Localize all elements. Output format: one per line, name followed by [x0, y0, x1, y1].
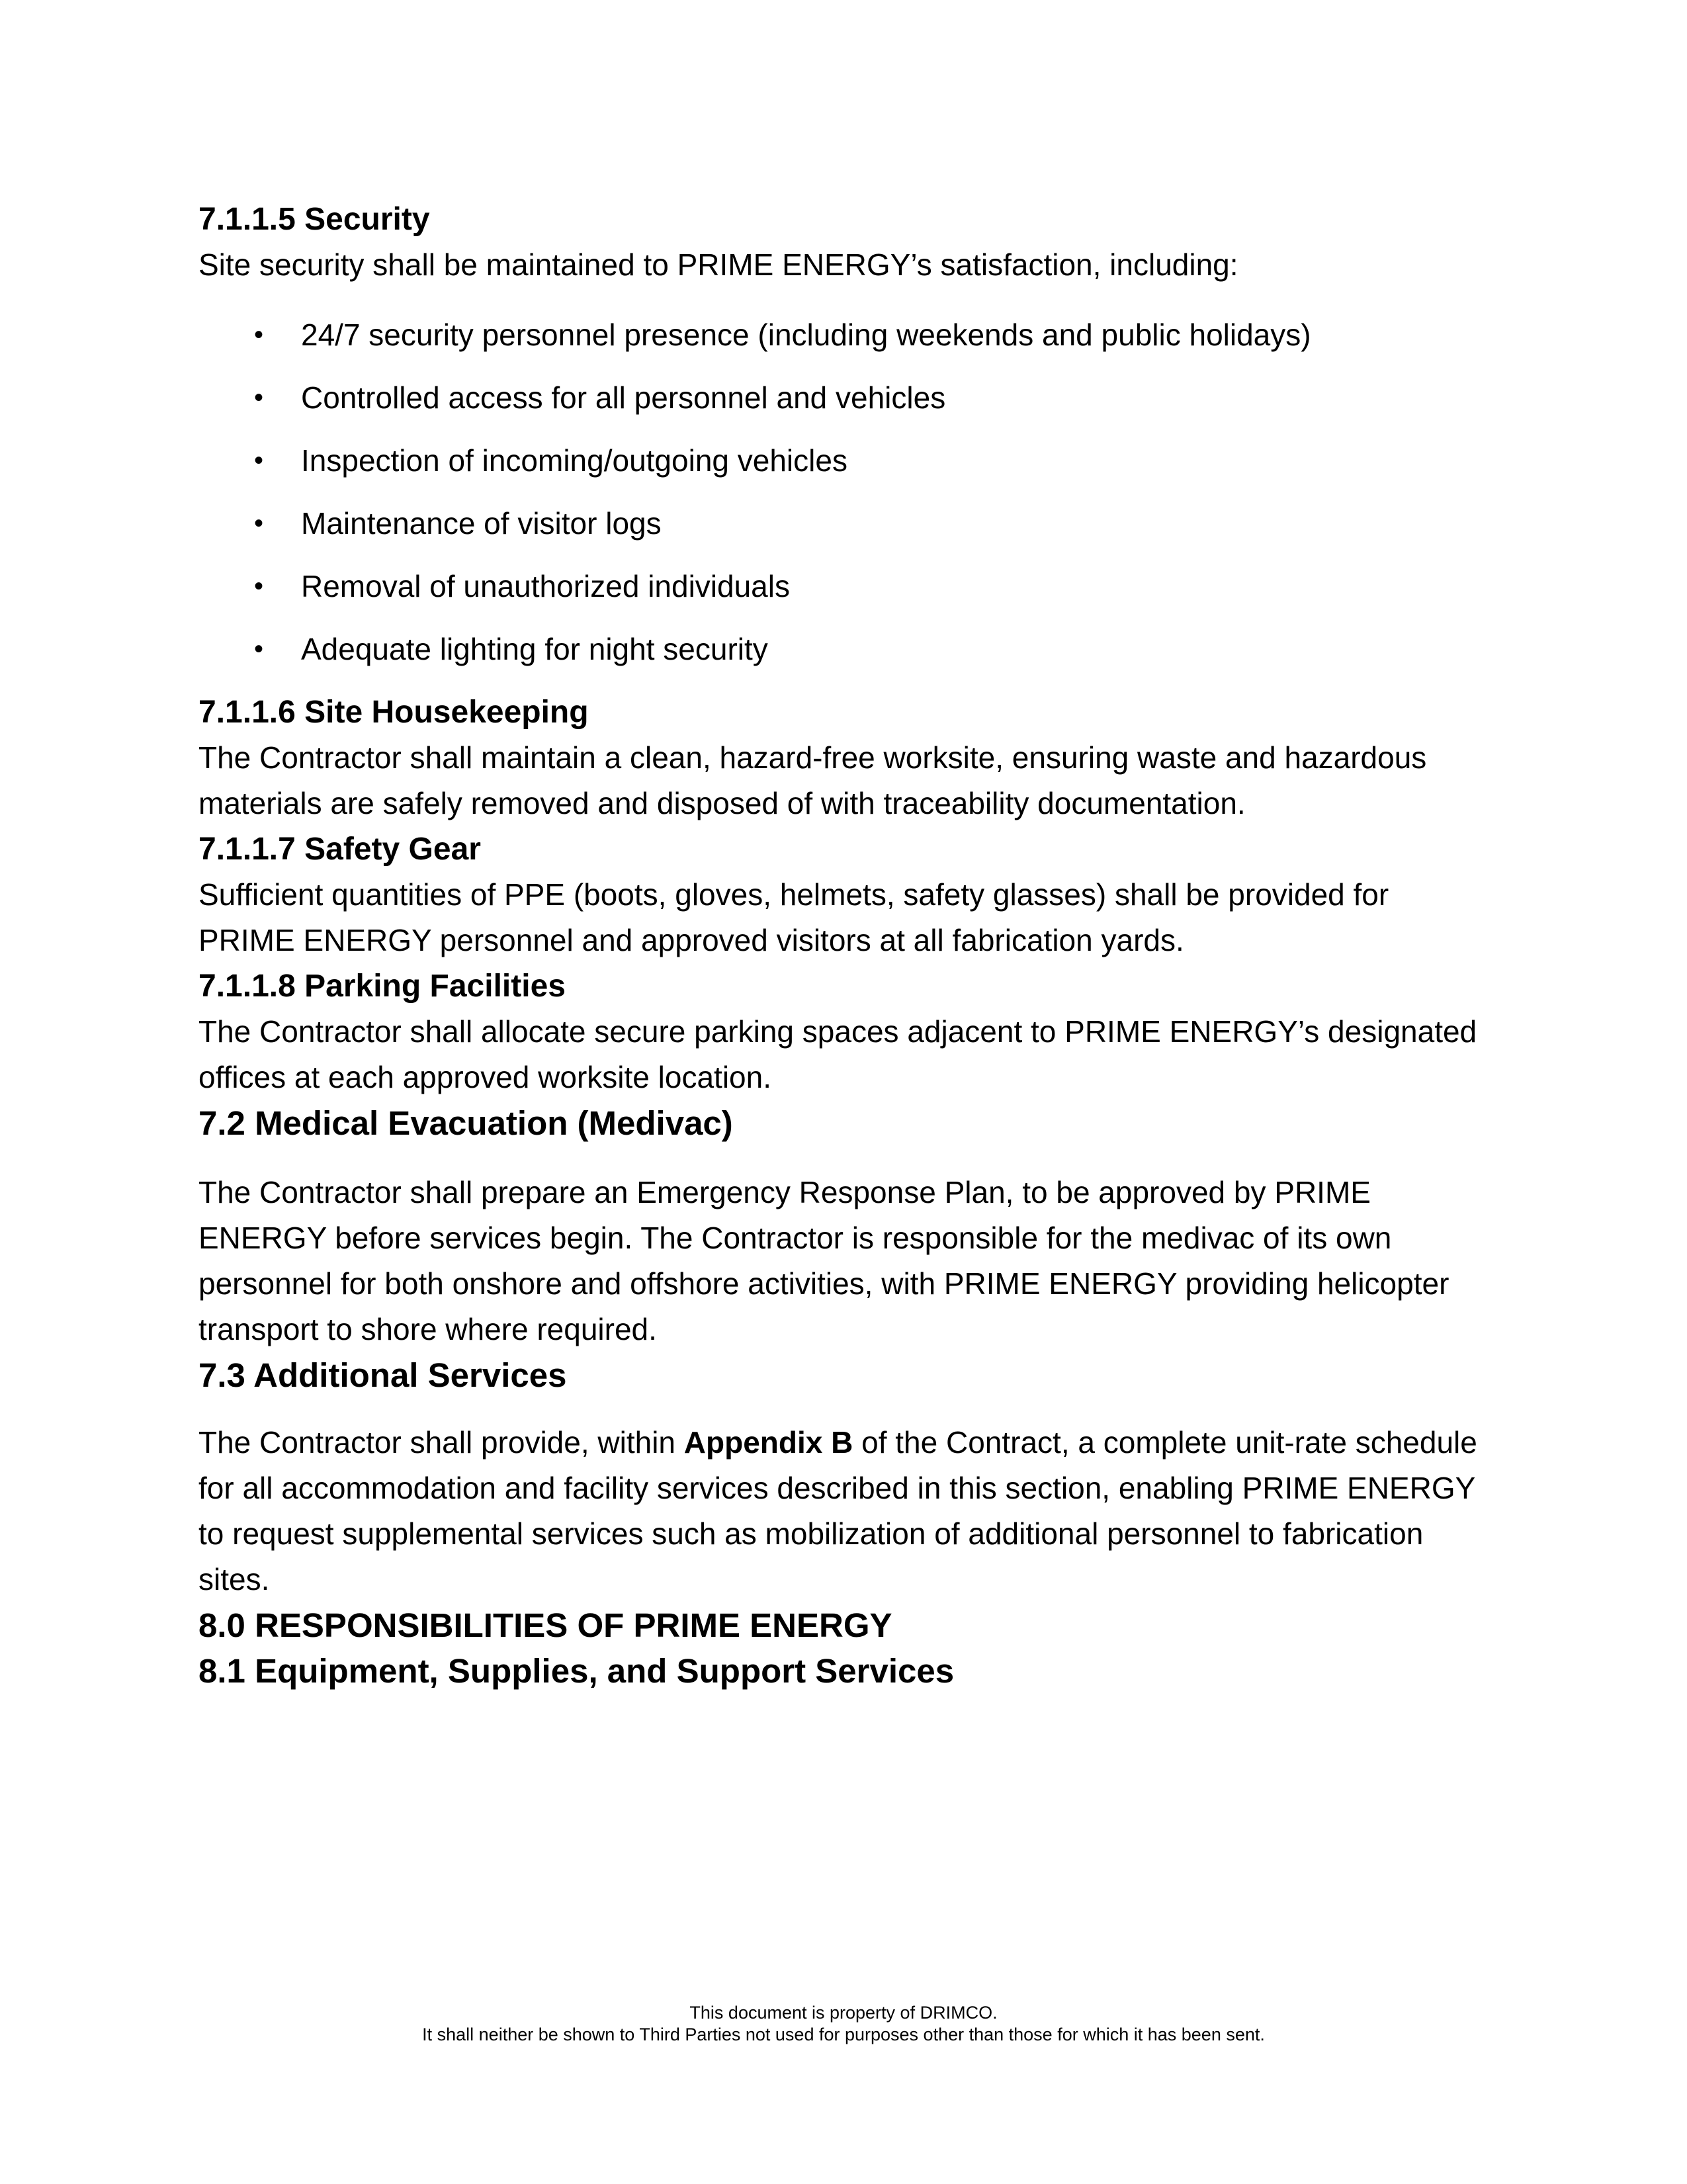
section-7-1-1-6-paragraph: The Contractor shall maintain a clean, hazard-free worksite, ensuring waste and hazardous materials are safely removed and disposed of with traceability documentation.: [198, 740, 1427, 820]
list-item-text: Maintenance of visitor logs: [301, 506, 662, 541]
section-heading-7-1-1-8: 7.1.1.8 Parking Facilities: [198, 969, 566, 1004]
section-heading-7-1-1-7: 7.1.1.7 Safety Gear: [198, 832, 481, 867]
section-heading-7-3: 7.3 Additional Services: [198, 1356, 567, 1394]
section-7-1-1-5-intro: Site security shall be maintained to PRIME ENERGY’s satisfaction, including:: [198, 247, 1238, 282]
appendix-b-bold-text: Appendix B: [683, 1425, 853, 1460]
list-item-text: 24/7 security personnel presence (including weekends and public holidays): [301, 318, 1311, 352]
section-heading-7-2: 7.2 Medical Evacuation (Medivac): [198, 1104, 733, 1142]
list-item-text: Controlled access for all personnel and vehicles: [301, 380, 946, 415]
bullet-icon: •: [254, 572, 264, 601]
section-7-2-paragraph: The Contractor shall prepare an Emergency Response Plan, to be approved by PRIME ENERGY before services begin. The Contractor is responsible for the medivac of its own personnel for both onshore and offshore activities, with PRIME ENERGY providing helicopter transport to shore where required.: [198, 1175, 1449, 1346]
list-item: [198, 312, 1489, 358]
document-content: [198, 197, 1489, 1694]
footer-line-1: This document is property of DRIMCO.: [689, 2003, 998, 2023]
page-footer: [0, 2002, 1687, 2046]
bullet-icon: •: [254, 446, 264, 475]
section-7-1-1-7-paragraph: Sufficient quantities of PPE (boots, gloves, helmets, safety glasses) shall be provided for PRIME ENERGY personnel and approved visitors at all fabrication yards.: [198, 877, 1389, 957]
paragraph-text: The Contractor shall provide, within: [198, 1425, 684, 1460]
bullet-icon: •: [254, 509, 264, 538]
bullet-icon: •: [254, 634, 264, 664]
bullet-icon: •: [254, 320, 264, 349]
section-7-1-1-8-paragraph: The Contractor shall allocate secure parking spaces adjacent to PRIME ENERGY’s designated offices at each approved worksite location.: [198, 1014, 1477, 1094]
list-item: [198, 501, 1489, 546]
list-item-text: Adequate lighting for night security: [301, 632, 768, 666]
paragraph-text: of the Contract, a complete unit-rate schedule for all accommodation and facility services described in this section, enabling PRIME ENERGY to request supplemental services such as mobilization of additional personnel to fabrication sites.: [198, 1425, 1477, 1596]
list-item: [198, 564, 1489, 609]
list-item: [198, 438, 1489, 484]
list-item: [198, 627, 1489, 672]
footer-line-2: It shall neither be shown to Third Parties not used for purposes other than those for which it has been sent.: [422, 2025, 1265, 2044]
list-item-text: Inspection of incoming/outgoing vehicles: [301, 443, 847, 478]
section-heading-7-1-1-5: 7.1.1.5 Security: [198, 202, 430, 237]
section-heading-8-1: 8.1 Equipment, Supplies, and Support Services: [198, 1652, 955, 1690]
bullet-icon: •: [254, 383, 264, 412]
list-item: [198, 375, 1489, 421]
security-bullet-list: [198, 312, 1489, 672]
section-heading-7-1-1-6: 7.1.1.6 Site Housekeeping: [198, 695, 589, 730]
section-heading-8-0: 8.0 RESPONSIBILITIES OF PRIME ENERGY: [198, 1606, 892, 1644]
list-item-text: Removal of unauthorized individuals: [301, 569, 790, 603]
section-7-3-paragraph: [198, 1420, 1489, 1602]
